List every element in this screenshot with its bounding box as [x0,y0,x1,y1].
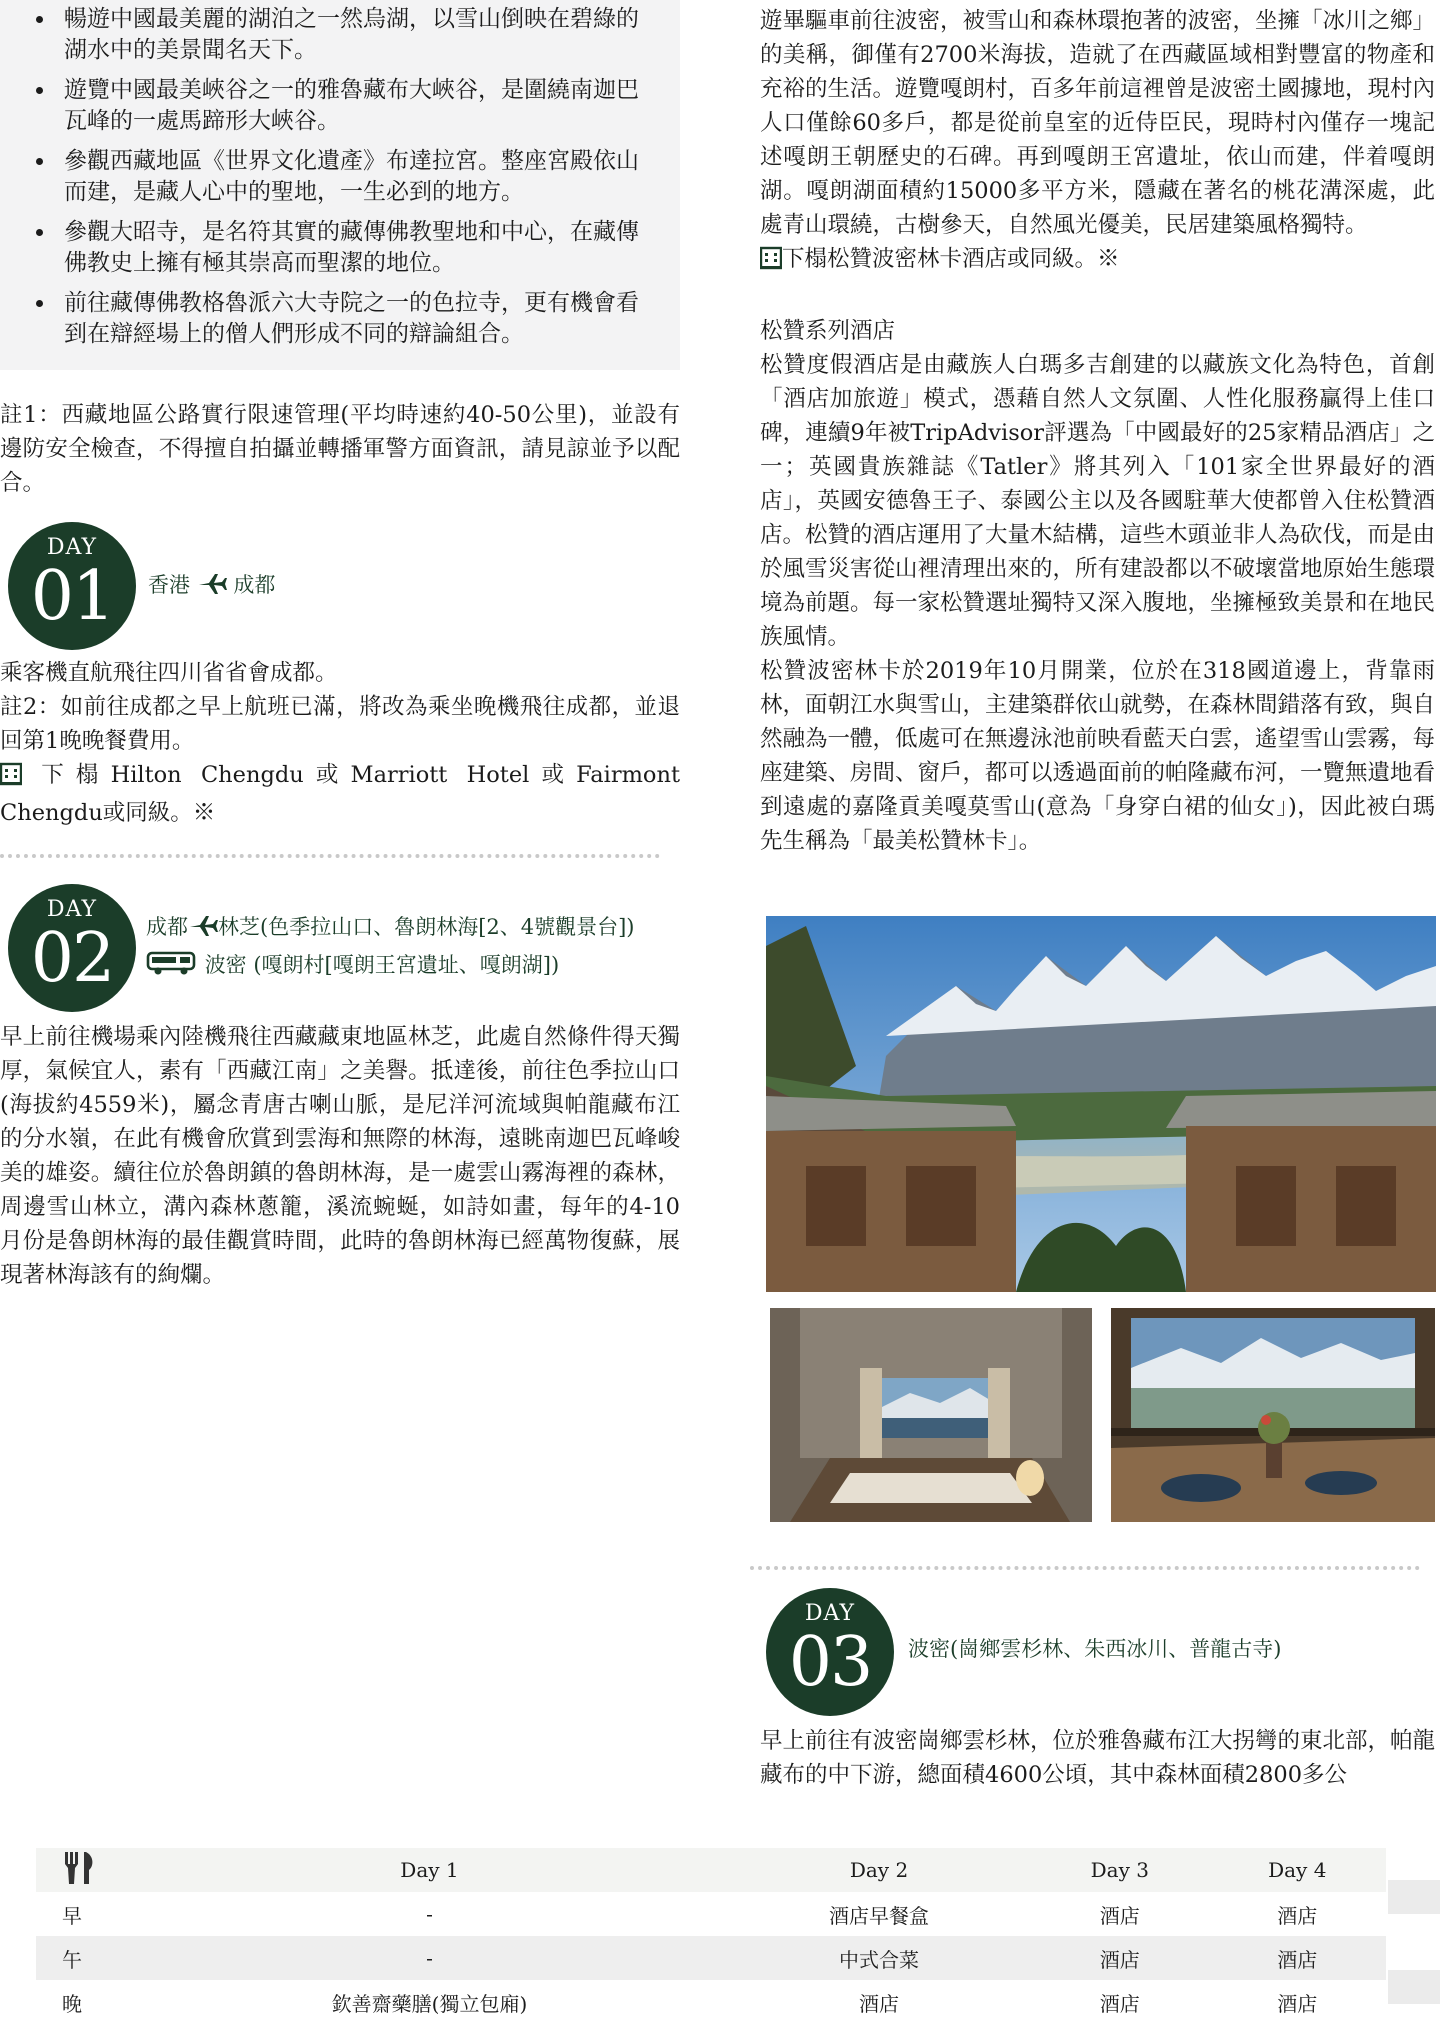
table-cell: 中式合菜 [727,1936,1031,1980]
left-column [0,0,680,370]
highlights-list [30,4,650,350]
route-to: 波密 (嘎朗村[嘎朗王宮遺址、嘎朗湖]) [204,953,560,977]
route-line-1 [146,910,635,948]
route-line-2 [146,948,635,986]
highlight-item: • 前往藏傳佛教格魯派六大寺院之一的色拉寺，更有機會看到在辯經場上的僧人們形成不同的辯論組合。 [56,288,650,350]
day-number: 03 [788,1623,872,1702]
day-01-route [148,568,275,606]
day-03-para: 早上前往有波密崗鄉雲杉林，位於雅魯藏布江大拐彎的東北部，帕龍藏布的中下游，總面積4600公頃，其中森林面積2800多公 [760,1728,1436,1788]
day-02-para: 早上前往機場乘內陸機飛往西藏藏東地區林芝，此處自然條件得天獨厚，氣候宜人，素有「西藏江南」之美譽。抵達後，前往色季拉山口(海拔約4559米)，屬念青唐古喇山脈，是尼洋河流域與帕龍藏布江的分水嶺，在此有機會欣賞到雲海和無際的林海，遠眺南迦巴瓦峰峻美的雄姿。續往位於魯朗鎮的魯朗林海，是一處雲山霧海裡的森林，周邊雪山林立，溝內森林蔥籠，溪流蜿蜒，如詩如畫，每年的4-10月份是魯朗林海的最佳觀賞時間，此時的魯朗林海已經萬物復蘇，展現著林海該有的絢爛。 [0,1024,680,1288]
highlight-item: • 參觀大昭寺，是名符其實的藏傳佛教聖地和中心，在藏傳佛教史上擁有極其崇高而聖潔的地位。 [56,217,650,279]
right-column [760,4,1435,858]
table-cell: 酒店 [1209,1980,1386,2024]
meal-label: 午 [36,1936,132,1980]
day-01-badge [8,522,136,650]
hotel-icon [760,246,782,280]
day-02-hotel [760,242,1435,280]
table-header: Day 3 [1031,1848,1208,1892]
note-1 [0,398,680,500]
table-cell: 酒店 [1031,1980,1208,2024]
table-cell: 酒店 [1031,1936,1208,1980]
table-row [36,1936,1386,1980]
table-header: Day 1 [132,1848,727,1892]
day-02-route [146,910,635,986]
hotel-series-para-2: 松贊波密林卡於2019年10月開業，位於在318國道邊上，背靠雨林，面朝江水與雪山，主建築群依山就勢，在森林間錯落有致，與自然融為一體，低處可在無邊泳池前映看藍天白雲，遙望雪山雲霧，每座建築、房間、窗戶，都可以透過面前的帕隆藏布河，一覽無遺地看到遠處的嘉隆貢美嘎莫雪山(意為「身穿白裙的仙女」)，因此被白瑪先生稱為「最美松贊林卡」。 [760,658,1436,854]
table-row [36,1980,1386,2024]
route-to: 波密(崗鄉雲杉林、朱西冰川、普龍古寺) [908,1637,1282,1661]
table-cell: 酒店 [1031,1892,1208,1936]
table-cell: 酒店 [1209,1892,1386,1936]
hotel-series-title: 松贊系列酒店 [760,318,896,344]
highlight-item: • 遊覽中國最美峽谷之一的雅魯藏布大峽谷，是圍繞南迦巴瓦峰的一處馬蹄形大峽谷。 [56,75,650,137]
day-02-text [0,1020,680,1292]
note-2-text: 註2：如前往成都之早上航班已滿，將改為乘坐晚機飛往成都，並退回第1晚晚餐費用。 [0,694,680,754]
hotel-room-photo [770,1308,1092,1522]
table-edge-shade [1388,1880,1440,1914]
day-03-text [760,1724,1435,1792]
plane-icon [197,572,227,606]
meal-label: 晚 [36,1980,132,2024]
section-divider [750,1566,1420,1570]
table-cell: - [132,1892,727,1936]
day-label: DAY [46,897,98,922]
highlight-item: • 參觀西藏地區《世界文化遺產》布達拉宮。整座宮殿依山而建，是藏人心中的聖地，一生必到的地方。 [56,146,650,208]
hotel-landscape-photo [766,916,1436,1292]
highlights-panel [0,0,680,370]
table-edge-shade [1388,1970,1440,2004]
plane-icon [188,914,218,948]
highlight-item: • 暢遊中國最美麗的湖泊之一然烏湖，以雪山倒映在碧綠的湖水中的美景聞名天下。 [56,4,650,66]
day-01-hotel-text: 下榻Hilton Chengdu或Marriott Hotel或Fairmont Chengdu或同級。※ [0,762,680,826]
day-02-continued: 遊畢驅車前往波密，被雪山和森林環抱著的波密，坐擁「冰川之鄉」的美稱，御僅有2700米海拔，造就了在西藏區域相對豐富的物產和充裕的生活。遊覽嘎朗村，百多年前這裡曾是波密土國據地，現村內人口僅餘60多戶，都是從前皇室的近侍臣民，現時村內僅存一塊記述嘎朗王朝歷史的石碑。再到嘎朗王宮遺址，依山而建，伴着嘎朗湖。嘎朗湖面積約15000多平方米，隱藏在著名的桃花溝深處，此處青山環繞，古樹參天，自然風光優美，民居建築風格獨特。 [760,8,1436,238]
day-01-hotel [0,758,680,830]
day-number: 02 [30,919,114,998]
bus-icon [146,950,198,986]
meal-label: 早 [36,1892,132,1936]
table-cell: 酒店早餐盒 [727,1892,1031,1936]
table-cell: 酒店 [727,1980,1031,2024]
table-header: Day 2 [727,1848,1031,1892]
route-from: 香港 [148,573,190,597]
hotel-icon [0,762,22,796]
route-to: 成都 [233,573,276,597]
meal-header-icon-cell [36,1848,132,1892]
day-label: DAY [804,1601,856,1626]
table-cell: - [132,1936,727,1980]
hotel-series-para-1: 松贊度假酒店是由藏族人白瑪多吉創建的以藏族文化為特色，首創「酒店加旅遊」模式，憑藉自然人文氛圍、人性化服務贏得上佳口碑，連續9年被TripAdvisor評選為「中國最好的25家精品酒店」之一；英國貴族雜誌《Tatler》將其列入「101家全世界最好的酒店」，英國安德魯王子、泰國公主以及各國駐華大使都曾入住松贊酒店。松贊的酒店運用了大量木結構，這些木頭並非人為砍伐，而是由於風雪災害從山裡清理出來的，所有建設都以不破壞當地原始生態環境為前題。每一家松贊選址獨特又深入腹地，坐擁極致美景和在地民族風情。 [760,352,1436,650]
day-02-hotel-text: 下榻松贊波密林卡酒店或同級。※ [782,246,1120,272]
day-02-badge [8,884,136,1012]
table-header-row [36,1848,1386,1892]
route-from: 成都 [146,915,188,939]
route-to: 林芝(色季拉山口、魯朗林海[2、4號觀景台]) [218,915,635,939]
note-1-text: 註1：西藏地區公路實行限速管理(平均時速約40-50公里)，並設有邊防安全檢查，不得擅自拍攝並轉播軍警方面資訊，請見諒並予以配合。 [0,402,680,496]
day-label: DAY [46,535,98,560]
day-number: 01 [30,557,114,636]
section-divider [0,854,660,858]
hotel-series-section [760,314,1435,858]
cutlery-icon [62,1850,96,1891]
table-cell: 欽善齋藥膳(獨立包廂) [132,1980,727,2024]
day-01-text [0,656,680,830]
table-cell: 酒店 [1209,1936,1386,1980]
hotel-dining-photo [1111,1308,1435,1522]
day-03-route [908,1632,1281,1666]
table-header: Day 4 [1209,1848,1386,1892]
day-03-badge [766,1588,894,1716]
table-row [36,1892,1386,1936]
meals-table [36,1848,1386,2024]
day-01-para: 乘客機直航飛往四川省省會成都。 [0,660,338,686]
